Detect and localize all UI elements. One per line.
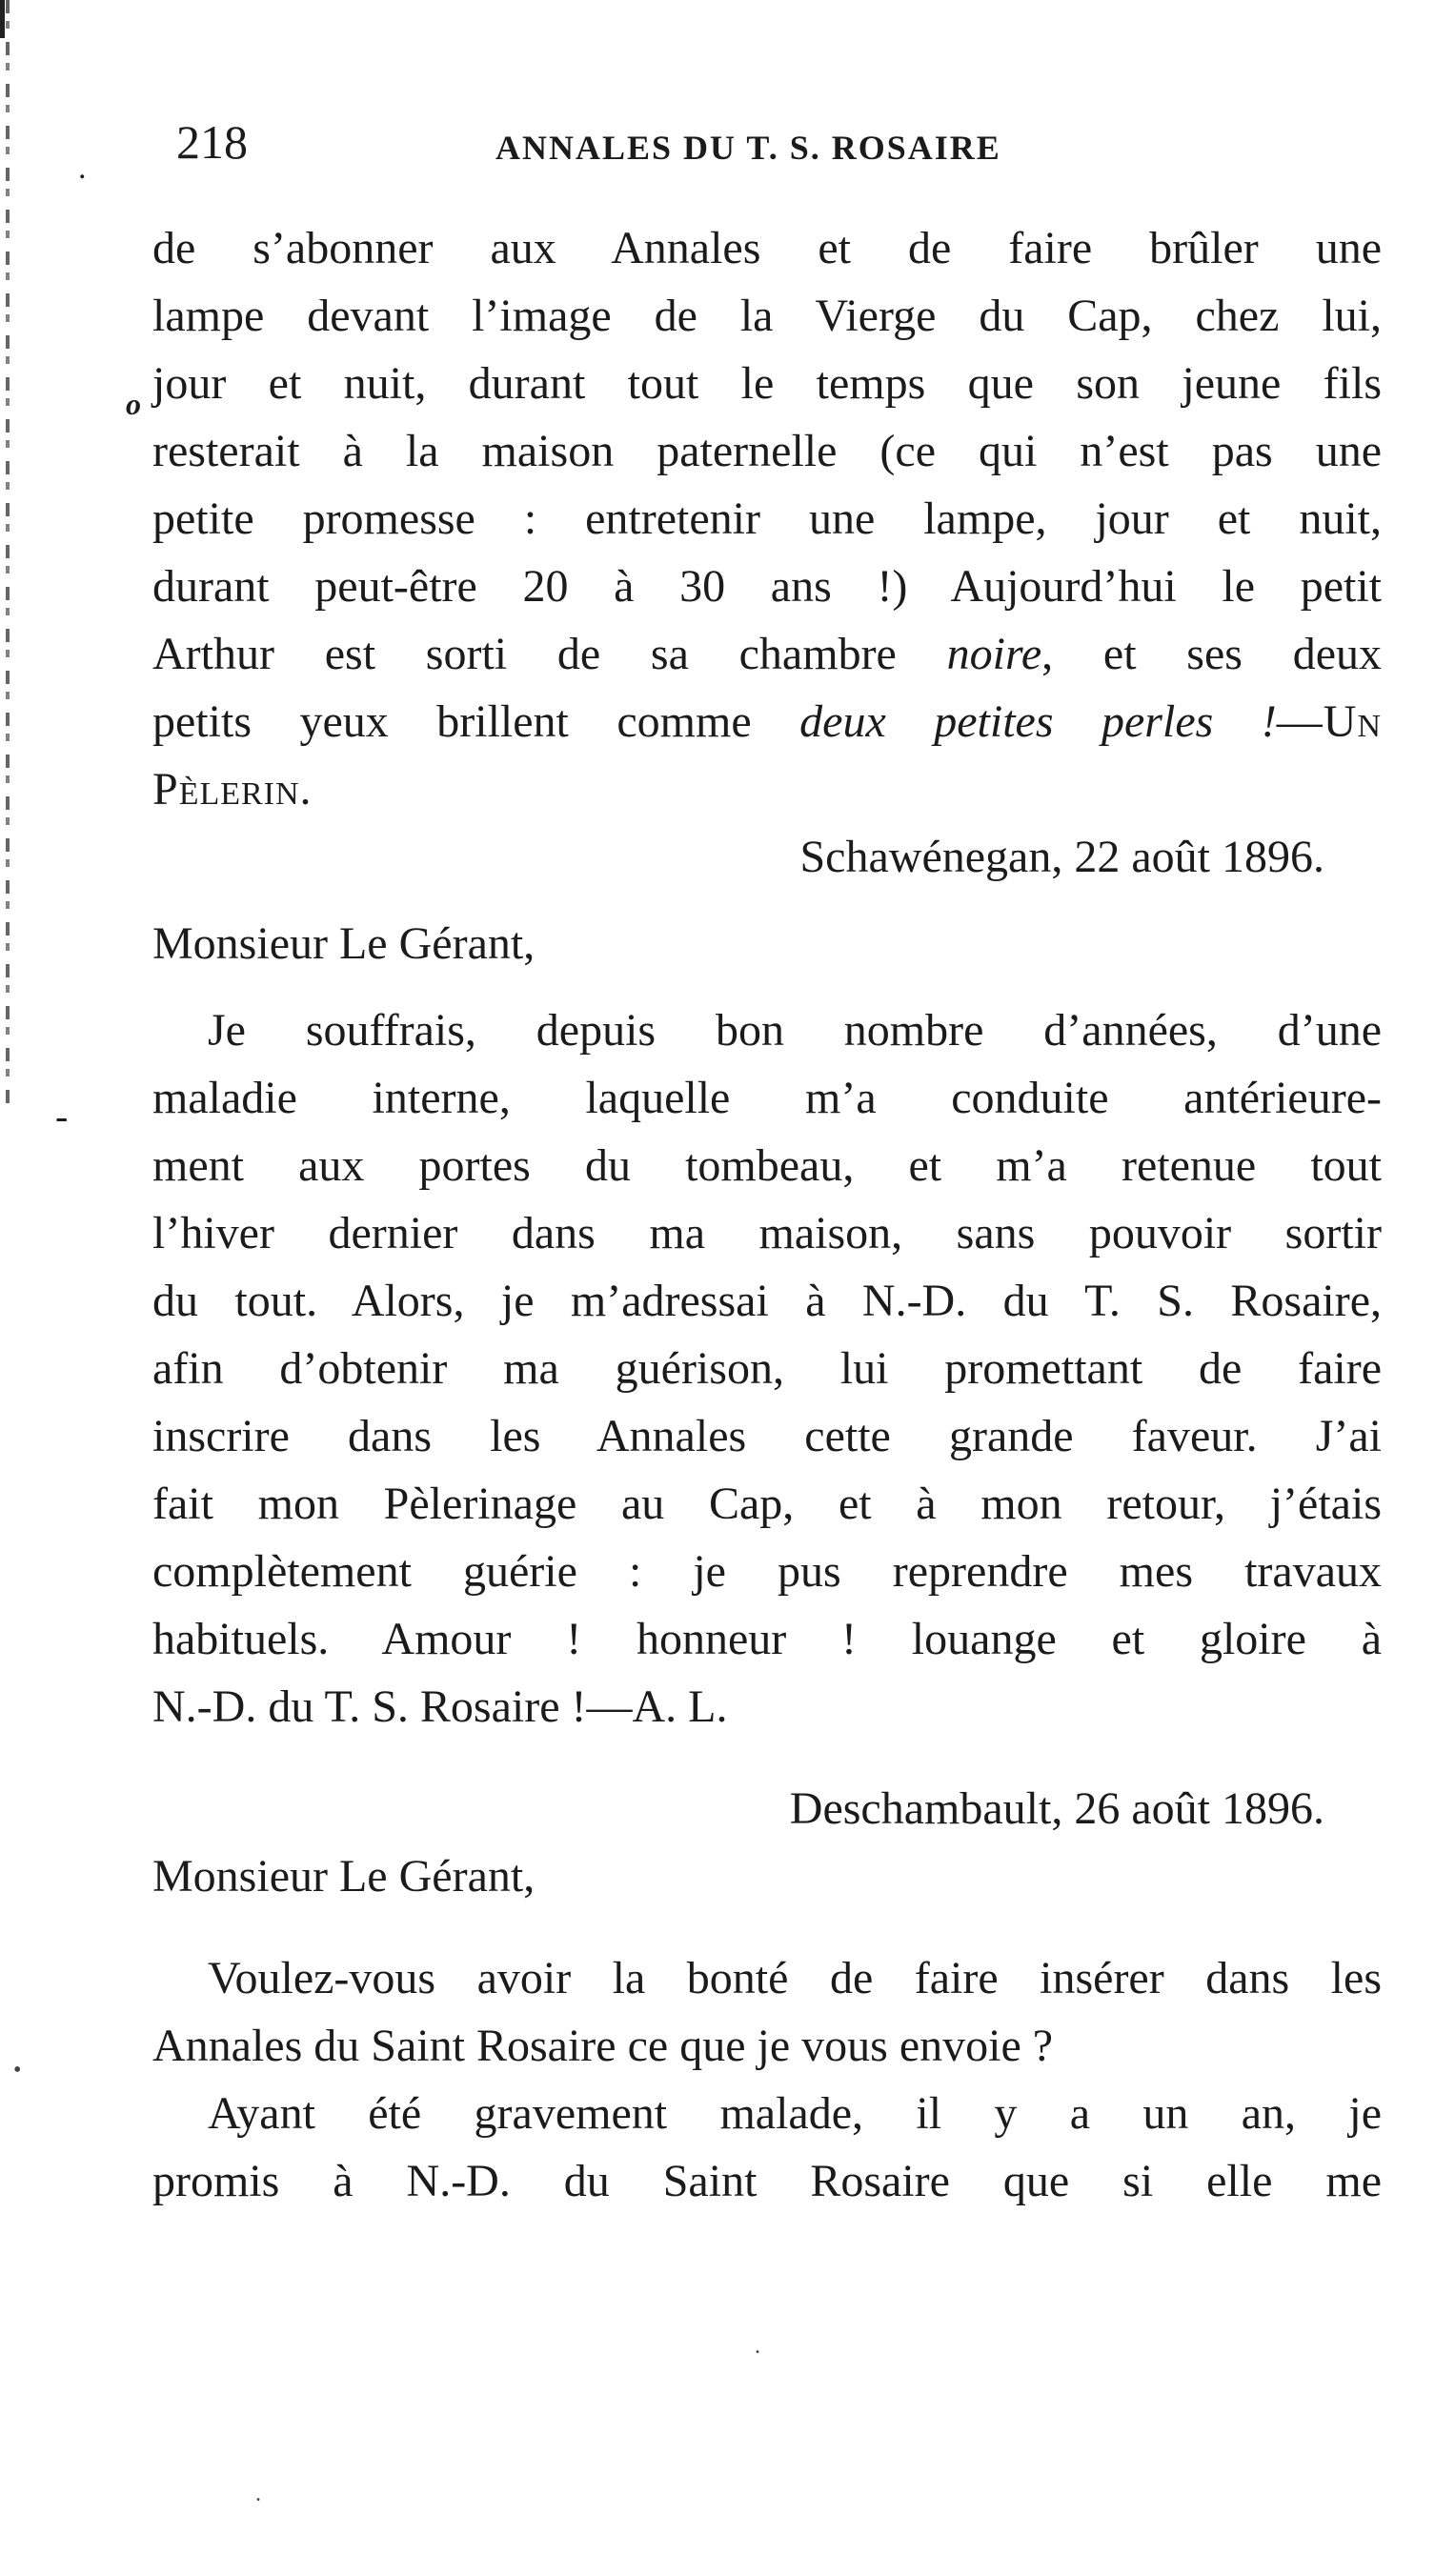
margin-dot: . xyxy=(78,151,87,186)
italic-text: deux petites perles ! xyxy=(799,696,1277,747)
text-line: du tout. Alors, je m’adressai à N.-D. du T. S. Rosaire, xyxy=(152,1276,1382,1326)
text-run: , et ses deux xyxy=(1041,629,1382,679)
margin-dash: - xyxy=(55,1095,69,1137)
text-line: N.-D. du T. S. Rosaire !—A. L. xyxy=(152,1681,728,1732)
letter-dateline: Deschambault, 26 août 1896. xyxy=(789,1783,1324,1834)
signature-start: —Un xyxy=(1276,696,1382,747)
page-header xyxy=(176,114,1377,171)
text-line xyxy=(152,620,1382,688)
text-line: afin d’obtenir ma guérison, lui promettant de faire xyxy=(152,1343,1382,1394)
page-number: 218 xyxy=(176,115,248,169)
page-text xyxy=(152,214,1382,2215)
text-run: petits yeux brillent comme xyxy=(152,696,800,747)
text-line: l’hiver dernier dans ma maison, sans pouvoir sortir xyxy=(152,1208,1382,1258)
margin-mark: o xyxy=(126,387,141,421)
italic-text: noire xyxy=(946,629,1042,679)
text-line: complètement guérie : je pus reprendre mes travaux xyxy=(152,1546,1382,1597)
text-line: inscrire dans les Annales cette grande faveur. J’ai xyxy=(152,1411,1382,1461)
text-run: Arthur est sorti de sa chambre xyxy=(152,629,947,679)
scan-corner-mark xyxy=(0,0,18,38)
text-line: Annales du Saint Rosaire ce que je vous envoie ? xyxy=(152,2021,1054,2071)
text-line: de s’abonner aux Annales et de faire brûler une xyxy=(152,223,1382,273)
signature: Pèlerin. xyxy=(152,764,313,815)
running-head: ANNALES DU T. S. ROSAIRE xyxy=(495,129,1001,167)
text-line: maladie interne, laquelle m’a conduite antérieure- xyxy=(152,1073,1382,1123)
text-line: resterait à la maison paternelle (ce qui n’est pas une xyxy=(152,426,1382,476)
text-line: fait mon Pèlerinage au Cap, et à mon retour, j’étais xyxy=(152,1479,1382,1529)
letter-salutation: Monsieur Le Gérant, xyxy=(152,918,536,969)
text-line: ment aux portes du tombeau, et m’a retenue tout xyxy=(152,1140,1382,1191)
scan-speck: . xyxy=(255,2482,261,2506)
letter-salutation: Monsieur Le Gérant, xyxy=(152,1851,536,1902)
letter-dateline: Schawénegan, 22 août 1896. xyxy=(799,832,1324,882)
text-line: habituels. Amour ! honneur ! louange et gloire à xyxy=(152,1614,1382,1664)
text-line: lampe devant l’image de la Vierge du Cap, chez lui, xyxy=(152,291,1382,341)
text-line: Voulez-vous avoir la bonté de faire insérer dans les xyxy=(208,1953,1382,2003)
scan-speck: . xyxy=(755,2334,760,2359)
text-line: jour et nuit, durant tout le temps que son jeune fils xyxy=(152,358,1382,409)
text-line: durant peut-être 20 à 30 ans !) Aujourd’hui le petit xyxy=(152,561,1382,612)
margin-dot: • xyxy=(13,2058,22,2083)
text-line: Ayant été gravement malade, il y a un an, je xyxy=(208,2088,1382,2139)
text-line: promis à N.-D. du Saint Rosaire que si elle me xyxy=(152,2156,1382,2206)
text-line xyxy=(152,688,1382,755)
text-line: Je souffrais, depuis bon nombre d’années, d’une xyxy=(208,1005,1382,1056)
text-line: petite promesse : entretenir une lampe, jour et nuit, xyxy=(152,493,1382,544)
scan-edge-mark xyxy=(6,0,10,1105)
